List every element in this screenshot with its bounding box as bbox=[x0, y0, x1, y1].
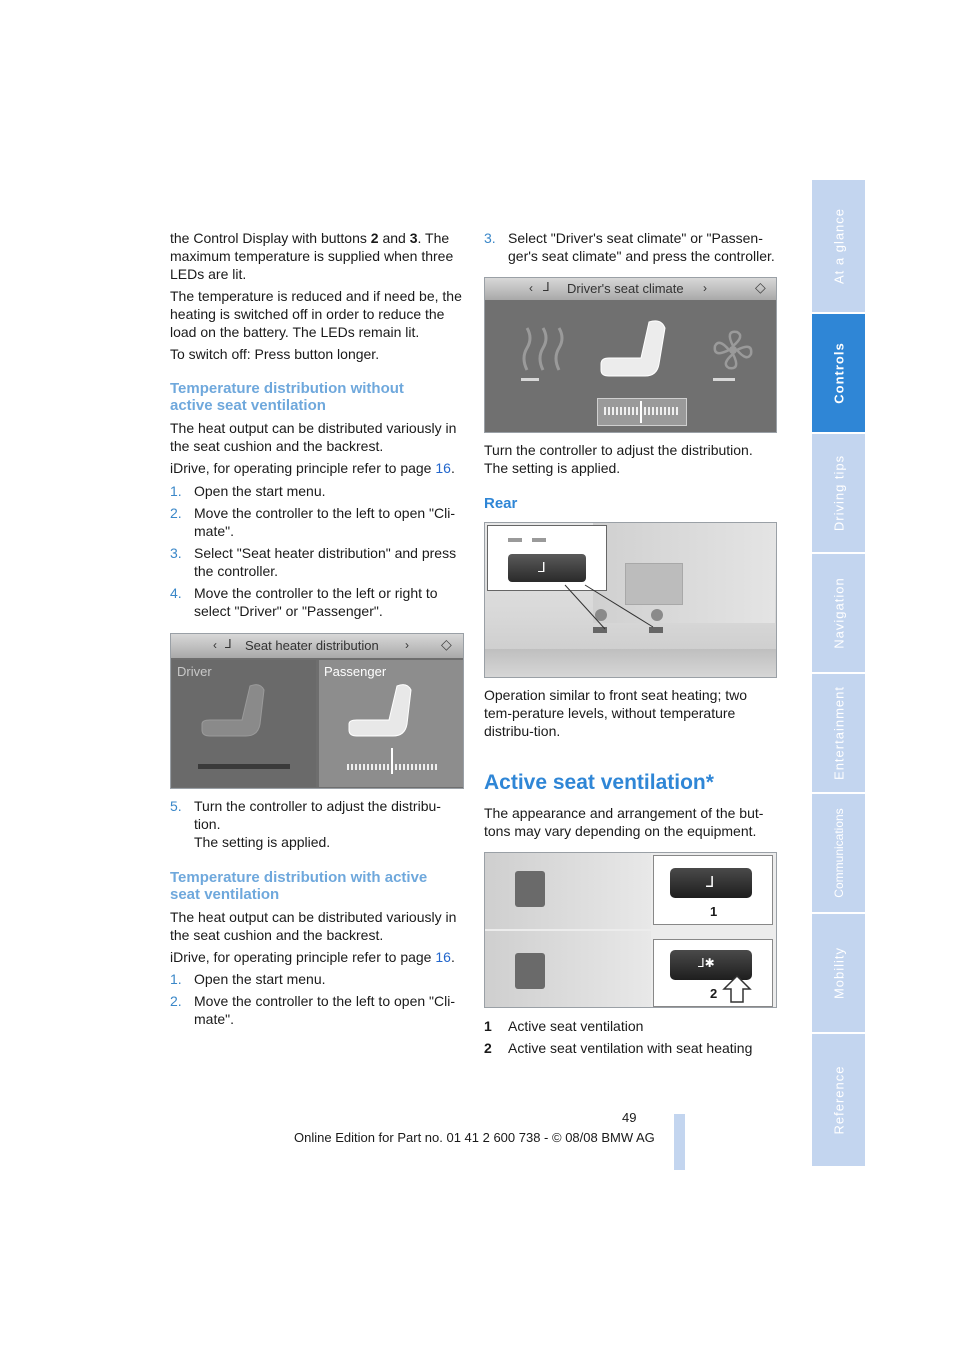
driver-panel bbox=[172, 660, 316, 787]
edition-footer: Online Edition for Part no. 01 41 2 600 738 - © 08/08 BMW AG bbox=[294, 1130, 655, 1145]
active-seat-ventilation-button bbox=[670, 868, 752, 898]
page-link-16[interactable]: 16 bbox=[435, 949, 451, 965]
side-tab-controls[interactable]: Controls bbox=[812, 314, 865, 432]
section-1-steps bbox=[170, 482, 462, 620]
ventilation-button-detail-2 bbox=[653, 939, 773, 1007]
console-top bbox=[485, 853, 651, 929]
driver-label: Driver bbox=[177, 664, 212, 679]
passenger-distribution-bar bbox=[347, 764, 439, 770]
intro-paragraph-3: To switch off: Press button longer. bbox=[170, 346, 380, 362]
screen-title: Driver's seat climate bbox=[567, 281, 684, 296]
driver-distribution-bar bbox=[198, 764, 290, 769]
rear-seat-cushion bbox=[485, 649, 776, 677]
button-detail-inset bbox=[487, 525, 607, 591]
ventilation-button-detail-1 bbox=[653, 855, 773, 925]
heat-waves-icon bbox=[519, 326, 569, 374]
rear-heading: Rear bbox=[484, 495, 518, 512]
list-item: 1. Open the start menu. bbox=[170, 971, 326, 987]
list-item: 2. Move the controller to the left to open "Cli-mate". bbox=[170, 993, 455, 1027]
section-1-paragraph: The heat output can be distributed variously in the seat cushion and the backrest. bbox=[170, 420, 457, 454]
step-3 bbox=[484, 229, 776, 265]
list-item: 1. Open the start menu. bbox=[170, 483, 326, 499]
list-item: 3. Select "Seat heater distribution" and press the controller. bbox=[170, 545, 457, 579]
seat-icon-large bbox=[597, 318, 673, 386]
seat-heating-icon: ⅃ bbox=[538, 559, 546, 575]
side-tab-driving-tips[interactable]: Driving tips bbox=[812, 434, 865, 552]
intro-paragraph-2: The temperature is reduced and if need be, the heating is switched off in order to reduce the load on the battery. The LEDs remain lit. bbox=[170, 288, 462, 340]
chevron-left-icon: ‹ bbox=[213, 638, 217, 652]
after-figure-2-text: Turn the controller to adjust the distribution. The setting is applied. bbox=[484, 442, 753, 476]
distribution-ticks bbox=[604, 407, 680, 415]
level-indicator bbox=[521, 378, 539, 381]
seat-icon: ⅃ bbox=[543, 280, 550, 294]
controller-icon: ◇ bbox=[441, 636, 452, 652]
screen-title: Seat heater distribution bbox=[245, 638, 379, 653]
section-heading-with-ventilation: Temperature distribution with active seat ventilation bbox=[170, 869, 428, 903]
passenger-seat-icon bbox=[345, 680, 425, 748]
led-indicator bbox=[532, 538, 546, 542]
button-block bbox=[515, 871, 545, 907]
list-item: 5. Turn the controller to adjust the distribu-tion. bbox=[170, 798, 441, 832]
callout-number-1: 1 bbox=[710, 904, 718, 919]
distribution-marker bbox=[391, 748, 393, 774]
level-indicator bbox=[713, 378, 735, 381]
callout-lines bbox=[545, 583, 665, 633]
section-1-body bbox=[170, 419, 462, 620]
asv-paragraph: The appearance and arrangement of the but-tons may vary depending on the equipment. bbox=[484, 805, 764, 839]
section-2-idrive-ref: iDrive, for operating principle refer to page 16. bbox=[170, 949, 455, 965]
passenger-panel[interactable] bbox=[319, 660, 463, 787]
side-tab-at-a-glance[interactable]: At a glance bbox=[812, 180, 865, 312]
distribution-bar bbox=[597, 398, 687, 426]
side-tab-navigation[interactable]: Navigation bbox=[812, 554, 865, 672]
step-5 bbox=[170, 797, 462, 851]
step-5-result: The setting is applied. bbox=[194, 834, 331, 850]
fan-icon bbox=[711, 328, 755, 372]
seat-heater-distribution-screenshot bbox=[170, 633, 464, 789]
controller-icon: ◇ bbox=[755, 279, 766, 295]
distribution-marker bbox=[640, 401, 642, 423]
intro-paragraph-1: the Control Display with buttons 2 and 3. The maximum temperature is supplied when three LEDs are lit. bbox=[170, 230, 454, 282]
chevron-right-icon: › bbox=[405, 638, 409, 652]
side-tab-communications[interactable]: Communications bbox=[812, 794, 865, 912]
side-tab-entertainment[interactable]: Entertainment bbox=[812, 674, 865, 792]
legend-item: 1 Active seat ventilation bbox=[484, 1018, 644, 1034]
active-seat-ventilation-photo bbox=[484, 852, 777, 1008]
screen-title-bar bbox=[485, 278, 776, 300]
button-block bbox=[515, 953, 545, 989]
screen-title-bar bbox=[171, 634, 463, 658]
seat-ventilation-icon: ⅃ bbox=[706, 874, 715, 891]
drivers-seat-climate-screenshot bbox=[484, 277, 777, 433]
seat-icon: ⅃ bbox=[225, 637, 232, 651]
list-item: 4. Move the controller to the left or right to select "Driver" or "Passenger". bbox=[170, 585, 438, 619]
side-tab-reference[interactable]: Reference bbox=[812, 1034, 865, 1166]
section-2-body bbox=[170, 908, 462, 1028]
page-number: 49 bbox=[622, 1110, 637, 1125]
callout-number-2: 2 bbox=[710, 986, 718, 1001]
list-item: 2. Move the controller to the left to open "Cli-mate". bbox=[170, 505, 455, 539]
page-link-16[interactable]: 16 bbox=[435, 460, 451, 476]
chevron-right-icon: › bbox=[703, 281, 707, 295]
list-item: 3. Select "Driver's seat climate" or "Passen-ger's seat climate" and press the controller. bbox=[484, 230, 775, 264]
rear-seat-heating-photo bbox=[484, 522, 777, 678]
led-indicator bbox=[508, 538, 522, 542]
section-heading-without-ventilation: Temperature distribution without active seat ventilation bbox=[170, 380, 404, 414]
console-bottom bbox=[485, 931, 651, 1007]
left-column bbox=[170, 229, 462, 363]
legend-item: 2 Active seat ventilation with seat heating bbox=[484, 1040, 753, 1056]
seat-heat-vent-icon: ⅃✱ bbox=[698, 956, 715, 970]
passenger-label: Passenger bbox=[324, 664, 387, 679]
driver-seat-icon bbox=[198, 680, 278, 748]
figure-legend bbox=[484, 1017, 776, 1057]
chevron-left-icon: ‹ bbox=[529, 281, 533, 295]
section-2-steps bbox=[170, 970, 462, 1028]
side-tab-mobility[interactable]: Mobility bbox=[812, 914, 865, 1032]
section-2-paragraph: The heat output can be distributed variously in the seat cushion and the backrest. bbox=[170, 909, 457, 943]
rear-paragraph: Operation similar to front seat heating; two tem-perature levels, without temperature distribu-tion. bbox=[484, 687, 748, 739]
press-arrow-icon bbox=[722, 974, 752, 1004]
section-1-idrive-ref: iDrive, for operating principle refer to page 16. bbox=[170, 460, 455, 476]
page-marker-bar bbox=[674, 1114, 685, 1170]
active-seat-ventilation-heading: Active seat ventilation* bbox=[484, 771, 714, 794]
seat-heating-button bbox=[508, 554, 586, 582]
